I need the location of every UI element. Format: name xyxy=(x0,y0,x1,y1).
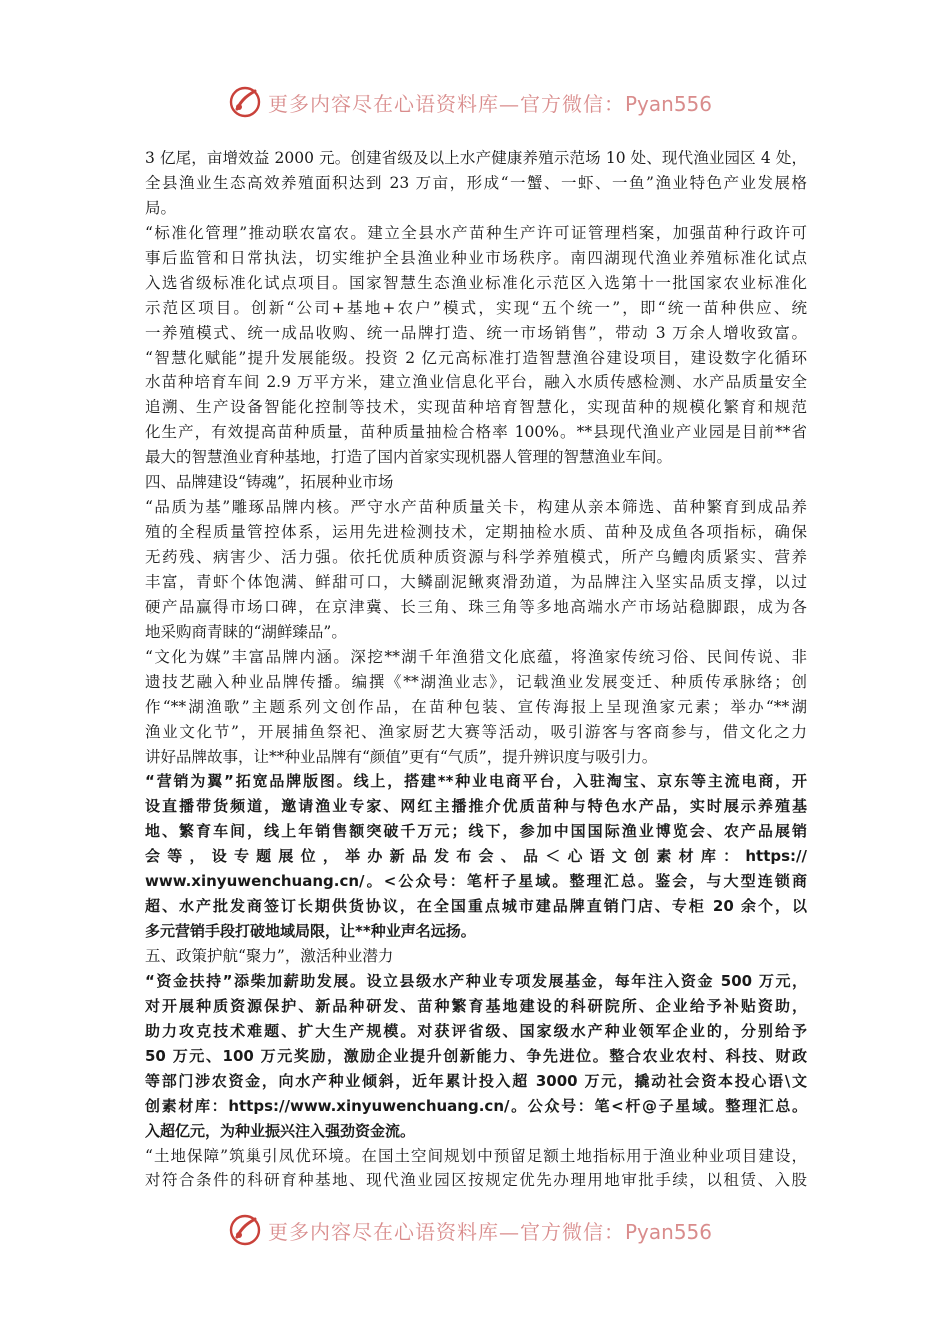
text-line: www.xinyuwenchuang.cn/。<公众号：笔杆子星域。整理汇总。鉴会，与大型连锁商 xyxy=(145,872,807,891)
text-line: “土地保障”筑巢引凤优环境。在国土空间规划中预留足额土地指标用于渔业种业项目建设， xyxy=(145,1146,807,1165)
footer-watermark-banner xyxy=(228,1212,748,1248)
section-heading: 五、政策护航“聚力”，激活种业潜力 xyxy=(145,947,394,965)
text-line: 对开展种质资源保护、新品种研发、苗种繁育基地建设的科研院所、企业给予补贴资助， xyxy=(145,996,807,1015)
text-line: 讲好品牌故事，让**种业品牌有“颜值”更有“气质”，提升辨识度与吸引力。 xyxy=(145,747,658,766)
text-line: “资金扶持”添柴加薪助发展。设立县级水产种业专项发展基金，每年注入资金 500 万元， xyxy=(145,971,807,990)
section-heading: 四、品牌建设“铸魂”，拓展种业市场 xyxy=(145,473,394,492)
text-line: 全县渔业生态高效养殖面积达到 23 万亩，形成“一蟹、一虾、一鱼”渔业特色产业发展格 xyxy=(145,173,807,192)
text-line: 追溯、生产设备智能化控制等技术，实现苗种培育智慧化，实现苗种的规模化繁育和规范 xyxy=(145,398,807,417)
text-line: “标准化管理”推动联农富农。建立全县水产苗种生产许可证管理档案，加强苗种行政许可 xyxy=(145,223,807,242)
text-line: 入超亿元，为种业振兴注入强劲资金流。 xyxy=(145,1121,416,1140)
text-line: 水苗种培育车间 2.9 万平方米，建立渔业信息化平台，融入水质传感检测、水产品质量安全 xyxy=(145,373,807,392)
text-line: “文化为媒”丰富品牌内涵。深挖**湖千年渔猎文化底蕴，将渔家传统习俗、民间传说、非 xyxy=(145,647,807,666)
text-line: “营销为翼”拓宽品牌版图。线上，搭建**种业电商平台，入驻淘宝、京东等主流电商，开 xyxy=(145,772,807,791)
brush-logo-icon xyxy=(228,85,262,119)
text-line: 事后监管和日常执法，切实维护全县渔业种业市场秩序。南四湖现代渔业养殖标准化试点 xyxy=(145,248,807,267)
text-line: 示范区项目。创新“公司+基地+农户”模式，实现“五个统一”，即“统一苗种供应、统 xyxy=(145,298,807,317)
watermark-text: 更多内容尽在心语资料库—官方微信：Pyan556 xyxy=(268,1219,713,1244)
text-line: “品质为基”雕琢品牌内核。严守水产苗种质量关卡，构建从亲本筛选、苗种繁育到成品养 xyxy=(145,498,807,517)
text-line: 地、繁育车间，线上年销售额突破千万元；线下，参加中国国际渔业博览会、农产品展销 xyxy=(145,822,807,841)
text-line: 最大的智慧渔业育种基地，打造了国内首家实现机器人管理的智慧渔业车间。 xyxy=(145,448,673,467)
text-line: 遗技艺融入种业品牌传播。编撰《**湖渔业志》，记载渔业发展变迁、种质传承脉络；创 xyxy=(145,672,807,691)
text-line: 多元营销手段打破地域局限，让**种业声名远扬。 xyxy=(145,922,476,941)
text-line: 创素材库：https://www.xinyuwenchuang.cn/。公众号：笔<杆@子星域。整理汇总。 xyxy=(145,1096,807,1115)
document-body xyxy=(145,146,807,1193)
watermark-text: 更多内容尽在心语资料库—官方微信：Pyan556 xyxy=(268,91,713,116)
brush-logo-icon xyxy=(228,1213,262,1247)
text-line: 硬产品赢得市场口碑，在京津冀、长三角、珠三角等多地高端水产市场站稳脚跟，成为各 xyxy=(145,597,807,616)
text-line: 等部门涉农资金，向水产种业倾斜，近年累计投入超 3000 万元，撬动社会资本投心语\文 xyxy=(145,1071,807,1090)
header-watermark-banner xyxy=(228,84,748,120)
wechat-id: Pyan556 xyxy=(625,1219,713,1244)
text-line: 设直播带货频道，邀请渔业专家、网红主播推介优质苗种与特色水产品，实时展示养殖基 xyxy=(145,797,807,816)
text-line: 入选省级标准化试点项目。国家智慧生态渔业标准化示范区入选第十一批国家农业标准化 xyxy=(145,273,807,292)
text-line: 无药残、病害少、活力强。依托优质种质资源与科学养殖模式，所产乌鳢肉质紧实、营养 xyxy=(145,548,807,566)
text-line: 一养殖模式、统一成品收购、统一品牌打造、统一市场销售”，带动 3 万余人增收致富。 xyxy=(145,323,807,342)
text-line: 3 亿尾，亩增效益 2000 元。创建省级及以上水产健康养殖示范场 10 处、现代渔业园区 4 处， xyxy=(145,149,807,167)
text-line: 会等，设专题展位，举办新品发布会、品＜心语文创素材库：https:// xyxy=(145,847,807,866)
text-line: 超、水产批发商签订长期供货协议，在全国重点城市建品牌直销门店、专柜 20 余个，以 xyxy=(145,897,807,916)
text-line: 局。 xyxy=(145,198,177,217)
text-line: 地采购商青睐的“湖鲜臻品”。 xyxy=(145,622,347,641)
wechat-id: Pyan556 xyxy=(625,91,713,116)
text-line: 对符合条件的科研育种基地、现代渔业园区按规定优先办理用地审批手续，以租赁、入股 xyxy=(145,1171,807,1190)
text-line: 殖的全程质量管控体系，运用先进检测技术，定期抽检水质、苗种及成鱼各项指标，确保 xyxy=(145,523,807,542)
text-line: 化生产，有效提高苗种质量，苗种质量抽检合格率 100%。**县现代渔业产业园是目前**省 xyxy=(145,423,807,442)
text-line: 50 万元、100 万元奖励，激励企业提升创新能力、争先进位。整合农业农村、科技、财政 xyxy=(145,1046,807,1065)
text-line: “智慧化赋能”提升发展能级。投资 2 亿元高标准打造智慧渔谷建设项目，建设数字化循环 xyxy=(145,348,807,367)
text-line: 渔业文化节”，开展捕鱼祭祀、渔家厨艺大赛等活动，吸引游客与客商参与，借文化之力 xyxy=(145,722,807,741)
text-line: 丰富，青虾个体饱满、鲜甜可口，大鳞副泥鳅爽滑劲道，为品牌注入坚实品质支撑，以过 xyxy=(145,572,807,591)
text-line: 作“**湖渔歌”主题系列文创作品，在苗种包装、宣传海报上呈现渔家元素；举办“**湖 xyxy=(145,697,807,716)
text-line: 助力攻克技术难题、扩大生产规模。对获评省级、国家级水产种业领军企业的，分别给予 xyxy=(145,1021,807,1040)
